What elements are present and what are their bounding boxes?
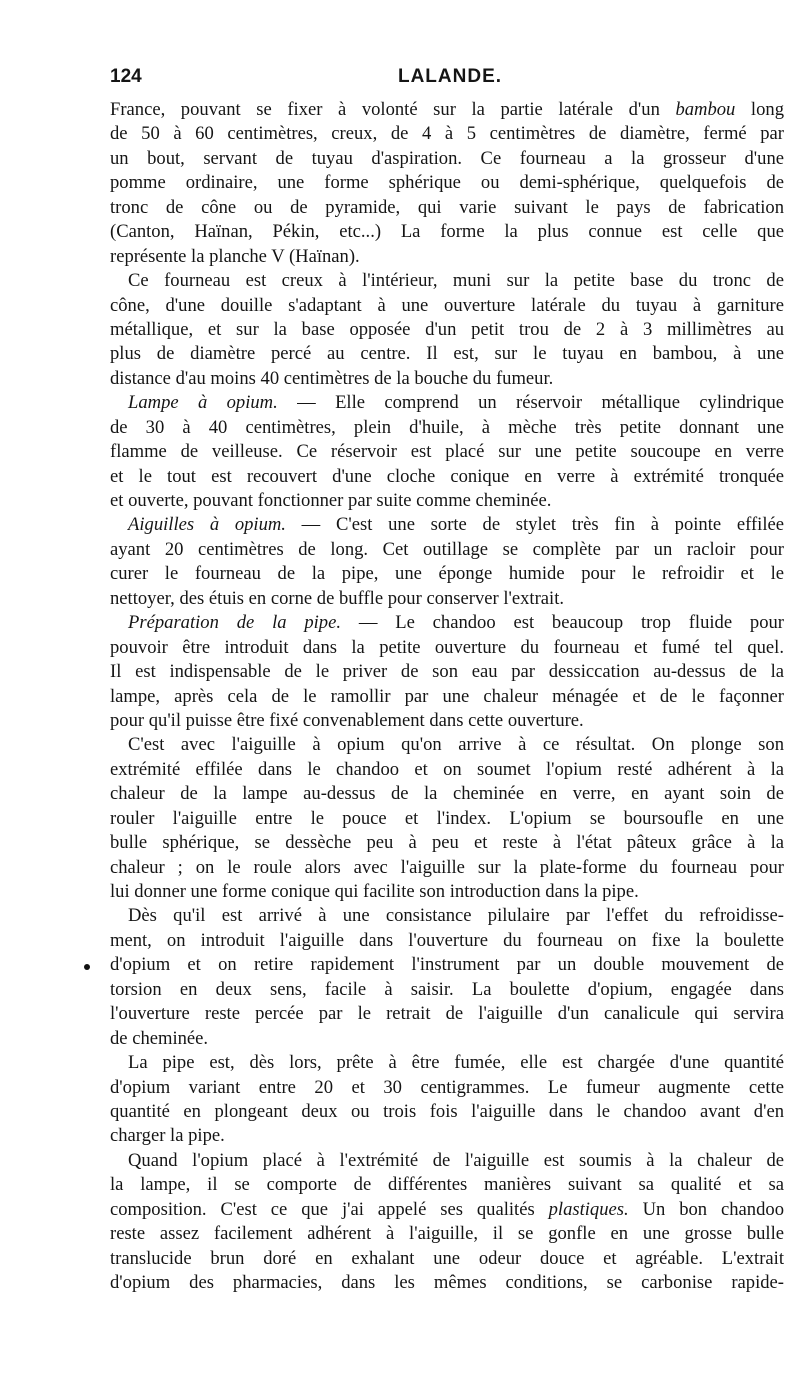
italic-term: Préparation de la pipe.: [128, 612, 342, 634]
text-run: long: [735, 99, 784, 120]
text-line: [110, 1002, 784, 1026]
text-run: — C'est une sorte de stylet très fin à pointe effilée: [285, 514, 784, 536]
text-line: [110, 513, 784, 537]
text-line: [110, 758, 784, 782]
text-run: plus de diamètre percé au centre. Il est, sur le tuyau en bambou, à une: [110, 343, 784, 365]
text-line: [110, 1247, 784, 1271]
text-run: reste assez facilement adhérent à l'aiguille, il se gonfle en une grosse bulle: [110, 1223, 784, 1245]
text-line: [110, 1198, 784, 1222]
text-line: [110, 147, 784, 171]
text-line: [110, 636, 784, 660]
text-run: Dès qu'il est arrivé à une consistance pilulaire par l'effet du refroidisse-: [128, 905, 784, 927]
text-line: [110, 196, 784, 220]
text-run: de 30 à 40 centimètres, plein d'huile, à mèche très petite donnant une: [110, 416, 784, 438]
text-run: quantité en plongeant deux ou trois fois l'aiguille dans le chandoo avant d'en: [110, 1100, 784, 1122]
text-line: [110, 929, 784, 953]
text-line: [110, 782, 784, 806]
text-run: chaleur de la lampe au-dessus de la cheminée en verre, en ayant soin de: [110, 783, 784, 805]
text-run: (Canton, Haïnan, Pékin, etc...) La forme la plus connue est celle que: [110, 221, 784, 243]
text-run: ment, on introduit l'aiguille dans l'ouverture du fourneau on fixe la boulette: [110, 929, 784, 951]
text-run: pour qu'il puisse être fixé convenablement dans cette ouverture.: [110, 709, 584, 731]
text-line: [110, 538, 784, 562]
text-run: translucide brun doré en exhalant une odeur douce et agréable. L'extrait: [110, 1247, 784, 1269]
text-line: [110, 685, 784, 709]
text-line: [110, 611, 784, 635]
text-run: pouvoir être introduit dans la petite ouverture du fourneau et fumé tel quel.: [110, 636, 784, 658]
text-run: de cheminée.: [110, 1027, 209, 1049]
text-line: [110, 489, 784, 513]
text-line: [110, 171, 784, 195]
text-line: [110, 465, 784, 489]
text-run: torsion en deux sens, facile à saisir. La boulette d'opium, engagée dans: [110, 978, 784, 1000]
text-run: nettoyer, des étuis en corne de buffle pour conserver l'extrait.: [110, 587, 565, 609]
italic-term: plastiques.: [548, 1198, 629, 1220]
text-line: [110, 1027, 784, 1051]
text-run: la lampe, il se comporte de différentes manières suivant sa qualité et sa: [110, 1174, 784, 1196]
text-run: représente la planche V (Haïnan).: [110, 245, 360, 267]
text-run: Quand l'opium placé à l'extrémité de l'aiguille est soumis à la chaleur de: [128, 1149, 784, 1171]
text-run: chaleur ; on le roule alors avec l'aiguille sur la plate-forme du fourneau pour: [110, 856, 784, 878]
paragraph: [110, 611, 784, 733]
text-line: [110, 122, 784, 146]
text-line: [110, 1149, 784, 1173]
text-line: [110, 904, 784, 928]
text-line: [110, 587, 784, 611]
text-run: tronc de cône ou de pyramide, qui varie suivant le pays de fabrication: [110, 196, 784, 218]
paragraph: [110, 904, 784, 1051]
text-line: [110, 1100, 784, 1124]
text-line: [110, 342, 784, 366]
text-run: composition. C'est ce que j'ai appelé ses qualités: [110, 1198, 549, 1220]
text-run: France, pouvant se fixer à volonté sur la partie latérale d'un: [110, 99, 676, 120]
text-line: [110, 953, 784, 977]
text-run: Un bon chandoo: [628, 1198, 784, 1220]
text-run: charger la pipe.: [110, 1125, 225, 1147]
italic-term: Lampe à opium.: [128, 392, 278, 414]
text-line: [110, 245, 784, 269]
margin-mark: [84, 964, 90, 970]
text-run: cône, d'une douille s'adaptant à une ouverture latérale du tuyau à garniture: [110, 294, 784, 316]
text-line: [110, 709, 784, 733]
text-run: et ouverte, pouvant fonctionner par suite comme cheminée.: [110, 490, 552, 511]
body-text: [110, 98, 784, 1295]
text-line: [110, 1173, 784, 1197]
text-run: Ce fourneau est creux à l'intérieur, muni sur la petite base du tronc de: [128, 270, 784, 292]
paragraph: [110, 513, 784, 611]
text-run: d'opium variant entre 20 et 30 centigrammes. Le fumeur augmente cette: [110, 1076, 784, 1098]
text-line: [110, 220, 784, 244]
text-line: [110, 416, 784, 440]
text-line: [110, 391, 784, 415]
text-line: [110, 367, 784, 391]
running-title: LALANDE.: [397, 66, 503, 87]
text-run: bulle sphérique, se dessèche peu à peu et reste à l'état pâteux grâce à la: [110, 832, 784, 854]
text-run: — Elle comprend un réservoir métallique cylindrique: [277, 392, 784, 414]
text-line: [110, 1051, 784, 1075]
text-line: [110, 318, 784, 342]
running-header: [110, 64, 790, 90]
text-line: [110, 294, 784, 318]
text-run: La pipe est, dès lors, prête à être fumée, elle est chargée d'une quantité: [128, 1052, 784, 1074]
page-number: 124: [110, 66, 142, 87]
text-run: C'est avec l'aiguille à opium qu'on arrive à ce résultat. On plonge son: [128, 734, 784, 756]
text-line: [110, 880, 784, 904]
text-line: [110, 831, 784, 855]
text-run: et le tout est recouvert d'une cloche conique en verre à extrémité tronquée: [110, 465, 784, 487]
paragraph: [110, 1051, 784, 1149]
text-run: lui donner une forme conique qui facilite son introduction dans la pipe.: [110, 881, 639, 902]
text-run: d'opium des pharmacies, dans les mêmes conditions, se carbonise rapide-: [110, 1272, 784, 1293]
paragraph: [110, 391, 784, 513]
text-run: curer le fourneau de la pipe, une éponge humide pour le refroidir et le: [110, 563, 784, 585]
italic-term: bambou: [675, 99, 736, 120]
text-line: [110, 1222, 784, 1246]
text-run: d'opium et on retire rapidement l'instrument par un double mouvement de: [110, 954, 784, 976]
text-line: [110, 978, 784, 1002]
text-line: [110, 1271, 784, 1295]
text-line: [110, 562, 784, 586]
text-run: — Le chandoo est beaucoup trop fluide pour: [341, 612, 784, 634]
text-line: [110, 660, 784, 684]
text-line: [110, 733, 784, 757]
text-line: [110, 856, 784, 880]
text-line: [110, 1076, 784, 1100]
paragraph: [110, 98, 784, 269]
text-run: lampe, après cela de le ramollir par une chaleur ménagée et de le façonner: [110, 685, 784, 707]
text-run: pomme ordinaire, une forme sphérique ou demi-sphérique, quelquefois de: [110, 172, 784, 194]
text-line: [110, 269, 784, 293]
text-run: l'ouverture reste percée par le retrait de l'aiguille d'un canalicule qui servira: [110, 1003, 784, 1025]
paragraph: [110, 269, 784, 391]
text-line: [110, 807, 784, 831]
text-run: extrémité effilée dans le chandoo et on soumet l'opium resté adhérent à la: [110, 758, 784, 780]
text-run: de 50 à 60 centimètres, creux, de 4 à 5 centimètres de diamètre, fermé par: [110, 123, 784, 145]
text-run: flamme de veilleuse. Ce réservoir est placé sur une petite soucoupe en verre: [110, 441, 784, 463]
paragraph: [110, 733, 784, 904]
italic-term: Aiguilles à opium.: [128, 514, 286, 536]
text-run: ayant 20 centimètres de long. Cet outillage se complète par un racloir pour: [110, 538, 784, 560]
text-line: [110, 98, 784, 122]
paragraph: [110, 1149, 784, 1296]
text-run: métallique, et sur la base opposée d'un petit trou de 2 à 3 millimètres au: [110, 318, 784, 340]
text-run: Il est indispensable de le priver de son eau par dessiccation au-dessus de la: [110, 661, 784, 683]
text-run: distance d'au moins 40 centimètres de la bouche du fumeur.: [110, 367, 554, 389]
text-run: rouler l'aiguille entre le pouce et l'index. L'opium se boursoufle en une: [110, 807, 784, 829]
text-line: [110, 440, 784, 464]
text-run: un bout, servant de tuyau d'aspiration. Ce fourneau a la grosseur d'une: [110, 147, 784, 169]
text-line: [110, 1124, 784, 1148]
